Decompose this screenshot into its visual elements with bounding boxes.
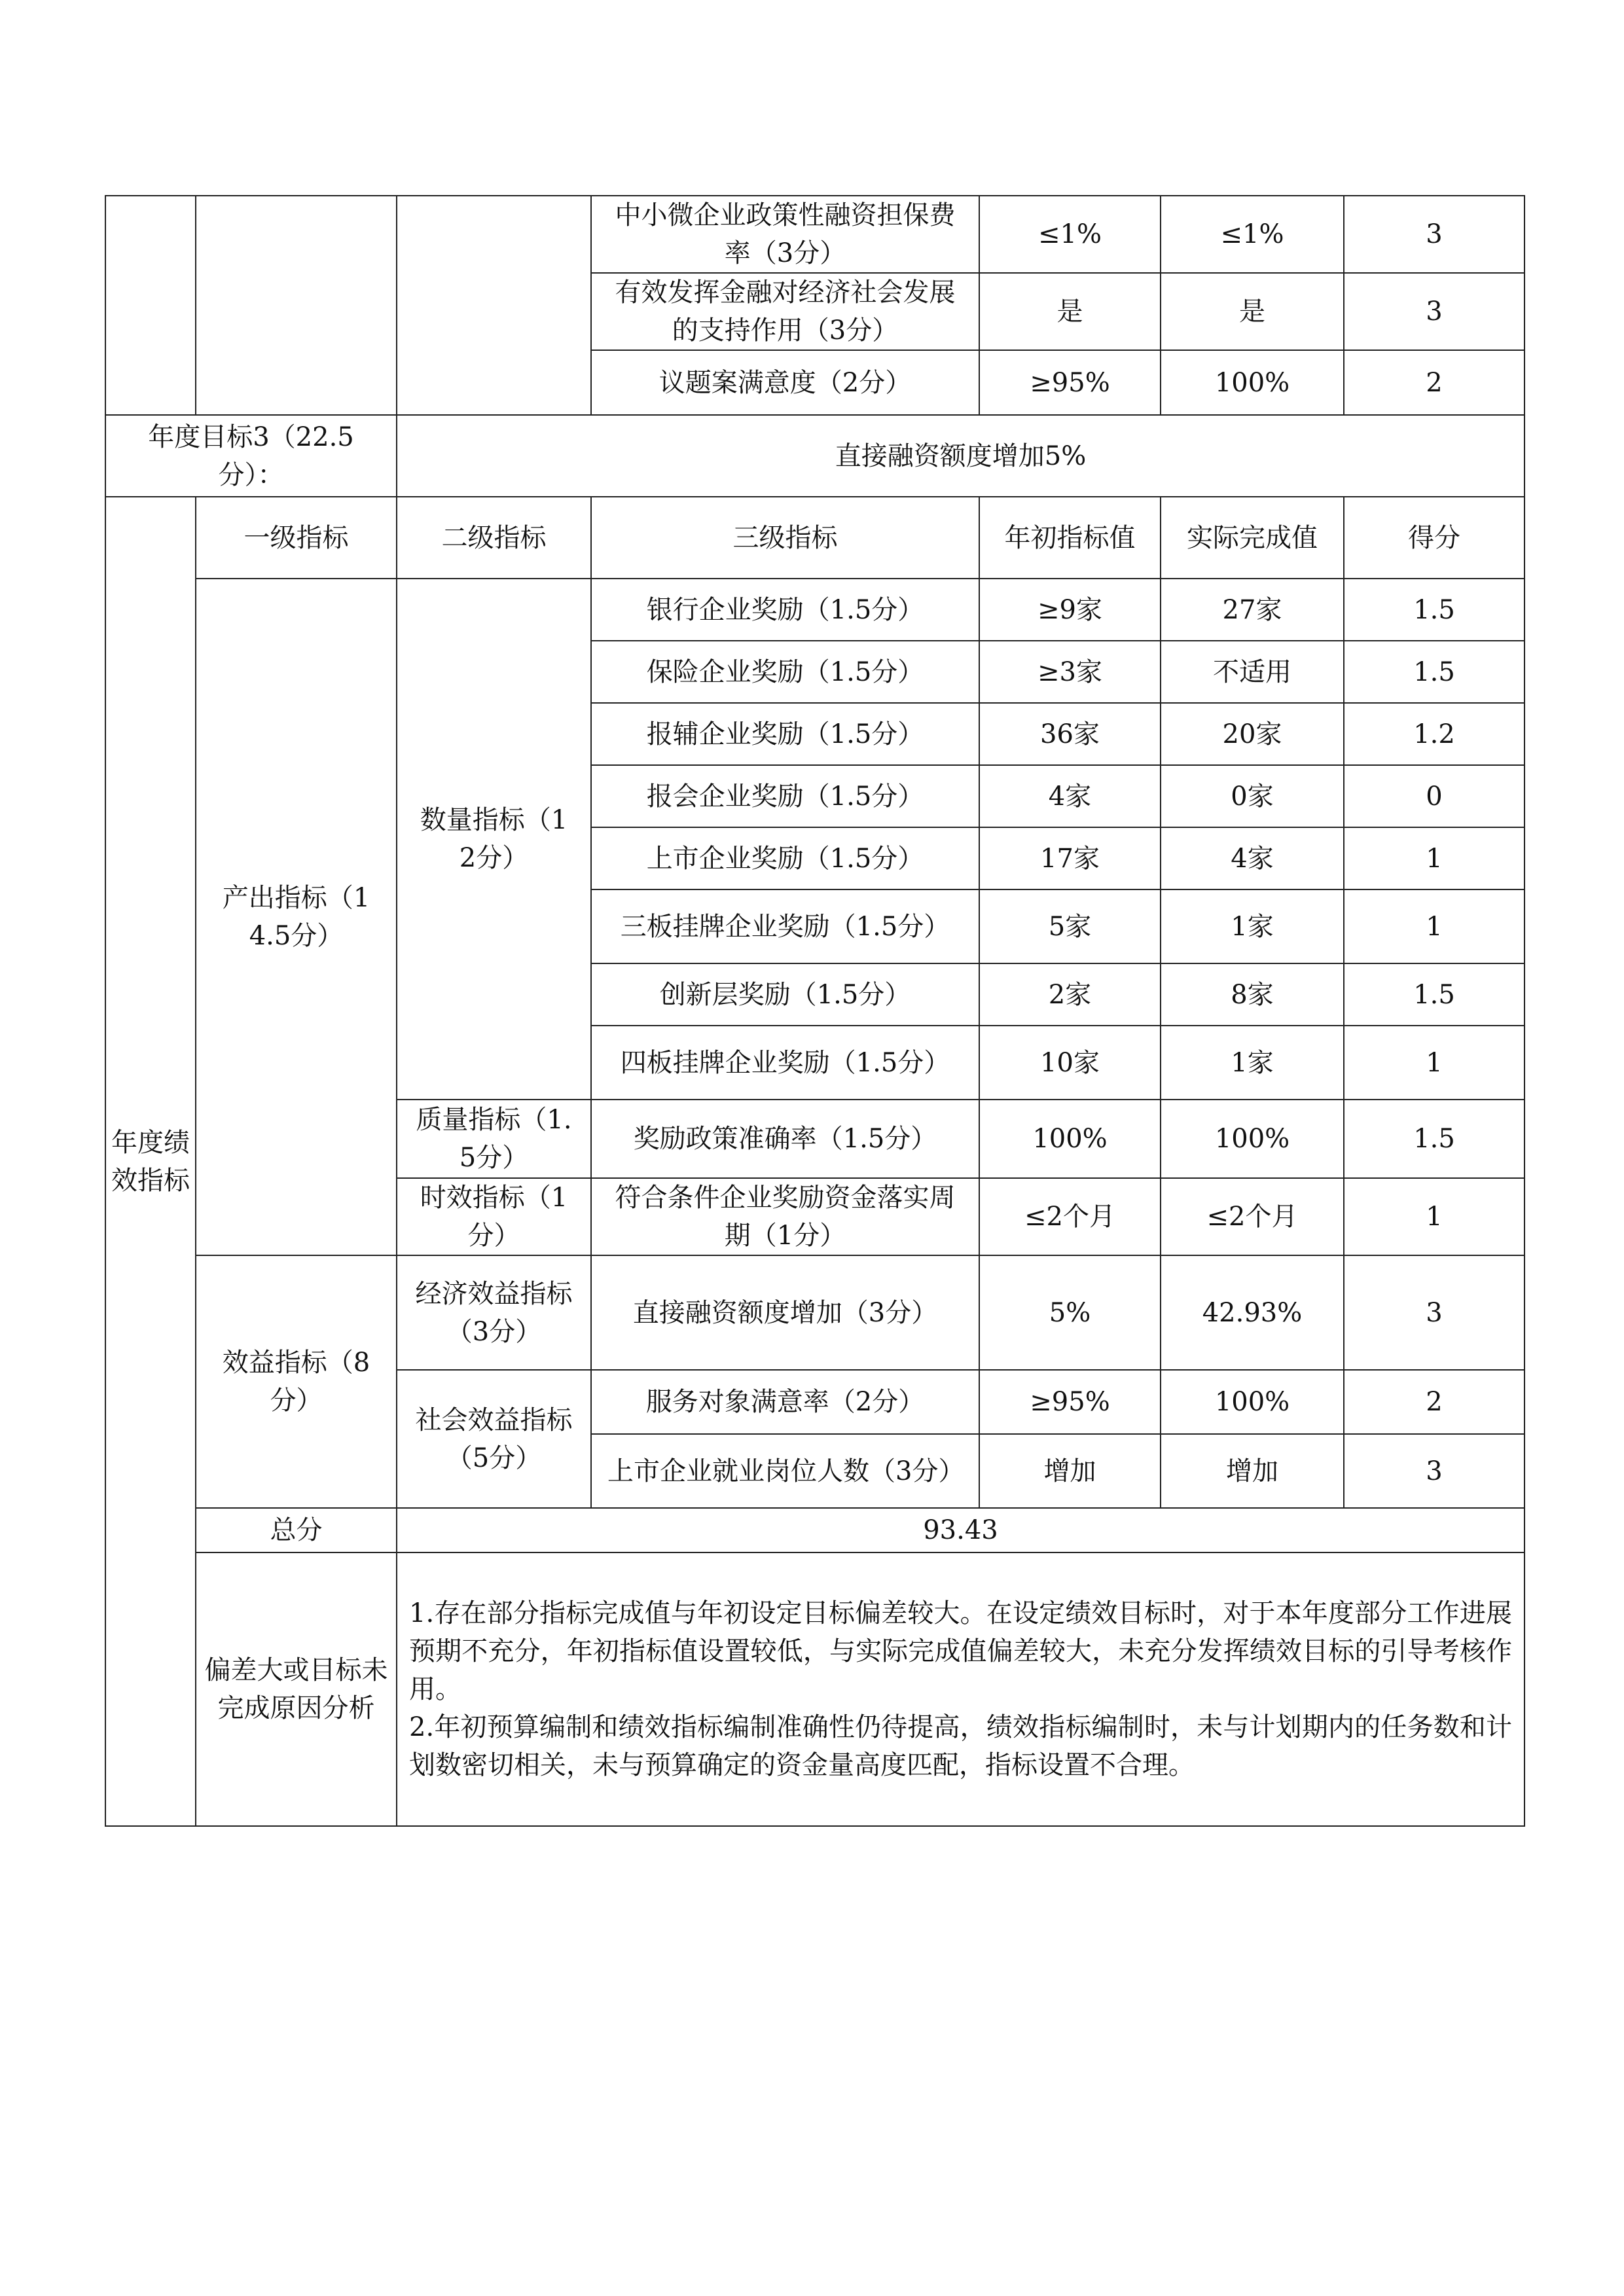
target-value: 增加 [979,1434,1161,1508]
score: 2 [1344,1370,1525,1434]
table-row [105,1255,1525,1370]
score: 2 [1344,350,1525,415]
level3-indicator: 保险企业奖励（1.5分） [591,641,979,703]
level3-indicator: 符合条件企业奖励资金落实周期（1分） [591,1178,979,1255]
target-value: 是 [979,273,1161,350]
empty-cell [397,196,591,415]
level3-indicator: 上市企业奖励（1.5分） [591,827,979,889]
header-actual: 实际完成值 [1161,497,1344,579]
actual-value: 100% [1161,1100,1344,1178]
output-indicator-label: 产出指标（14.5分） [196,579,397,1255]
level3-indicator: 上市企业就业岗位人数（3分） [591,1434,979,1508]
score: 1 [1344,1178,1525,1255]
target-value: 10家 [979,1026,1161,1100]
section-label: 年度绩效指标 [105,497,196,1826]
score: 1.5 [1344,1100,1525,1178]
total-value: 93.43 [397,1508,1525,1552]
target-value: 36家 [979,703,1161,765]
score: 3 [1344,273,1525,350]
deviation-label: 偏差大或目标未完成原因分析 [196,1552,397,1826]
empty-cell [105,196,196,415]
level3-indicator: 报会企业奖励（1.5分） [591,765,979,827]
target-value: ≤1% [979,196,1161,273]
level3-indicator: 直接融资额度增加（3分） [591,1255,979,1370]
deviation-analysis [397,1552,1525,1826]
actual-value: 0家 [1161,765,1344,827]
social-indicator-label: 社会效益指标（5分） [397,1370,591,1508]
actual-value: 增加 [1161,1434,1344,1508]
goal-row [105,415,1525,497]
level3-indicator: 中小微企业政策性融资担保费率（3分） [591,196,979,273]
level3-indicator: 创新层奖励（1.5分） [591,963,979,1026]
level3-indicator: 有效发挥金融对经济社会发展的支持作用（3分） [591,273,979,350]
target-value: ≥3家 [979,641,1161,703]
header-level2: 二级指标 [397,497,591,579]
target-value: 5家 [979,889,1161,963]
actual-value: 27家 [1161,579,1344,641]
target-value: ≥9家 [979,579,1161,641]
performance-indicator-table [105,195,1525,1827]
actual-value: 100% [1161,350,1344,415]
total-label: 总分 [196,1508,397,1552]
actual-value: 4家 [1161,827,1344,889]
header-level1: 一级指标 [196,497,397,579]
level3-indicator: 议题案满意度（2分） [591,350,979,415]
total-row [105,1508,1525,1552]
actual-value: 20家 [1161,703,1344,765]
goal3-content: 直接融资额度增加5% [397,415,1525,497]
deviation-paragraph-2: 2.年初预算编制和绩效指标编制准确性仍待提高，绩效指标编制时，未与计划期内的任务数和计划数密切相关，未与预算确定的资金量高度匹配，指标设置不合理。 [409,1712,1512,1780]
level3-indicator: 三板挂牌企业奖励（1.5分） [591,889,979,963]
actual-value: 1家 [1161,889,1344,963]
target-value: 2家 [979,963,1161,1026]
target-value: 5% [979,1255,1161,1370]
actual-value: 是 [1161,273,1344,350]
target-value: 100% [979,1100,1161,1178]
score: 1 [1344,1026,1525,1100]
score: 0 [1344,765,1525,827]
timeliness-indicator-label: 时效指标（1分） [397,1178,591,1255]
actual-value: 100% [1161,1370,1344,1434]
level3-indicator: 服务对象满意率（2分） [591,1370,979,1434]
score: 1 [1344,827,1525,889]
level3-indicator: 报辅企业奖励（1.5分） [591,703,979,765]
deviation-row [105,1552,1525,1826]
actual-value: 不适用 [1161,641,1344,703]
header-score: 得分 [1344,497,1525,579]
economic-indicator-label: 经济效益指标（3分） [397,1255,591,1370]
table-row [105,196,1525,273]
score: 1 [1344,889,1525,963]
target-value: ≥95% [979,350,1161,415]
empty-cell [196,196,397,415]
table-row [105,579,1525,641]
score: 3 [1344,196,1525,273]
target-value: 17家 [979,827,1161,889]
actual-value: 1家 [1161,1026,1344,1100]
actual-value: ≤1% [1161,196,1344,273]
actual-value: ≤2个月 [1161,1178,1344,1255]
deviation-paragraph-1: 1.存在部分指标完成值与年初设定目标偏差较大。在设定绩效目标时，对于本年度部分工作进展预期不充分，年初指标值设置较低，与实际完成值偏差较大，未充分发挥绩效目标的引导考核作用。 [409,1598,1512,1704]
quality-indicator-label: 质量指标（1.5分） [397,1100,591,1178]
actual-value: 8家 [1161,963,1344,1026]
header-row [105,497,1525,579]
benefit-indicator-label: 效益指标（8分） [196,1255,397,1508]
actual-value: 42.93% [1161,1255,1344,1370]
target-value: 4家 [979,765,1161,827]
header-target: 年初指标值 [979,497,1161,579]
level3-indicator: 奖励政策准确率（1.5分） [591,1100,979,1178]
score: 1.5 [1344,963,1525,1026]
score: 1.2 [1344,703,1525,765]
score: 3 [1344,1255,1525,1370]
header-level3: 三级指标 [591,497,979,579]
score: 1.5 [1344,641,1525,703]
target-value: ≤2个月 [979,1178,1161,1255]
target-value: ≥95% [979,1370,1161,1434]
goal3-label: 年度目标3（22.5分）： [105,415,397,497]
score: 3 [1344,1434,1525,1508]
performance-table-page [105,195,1524,1827]
level3-indicator: 银行企业奖励（1.5分） [591,579,979,641]
level3-indicator: 四板挂牌企业奖励（1.5分） [591,1026,979,1100]
quantity-indicator-label: 数量指标（12分） [397,579,591,1100]
score: 1.5 [1344,579,1525,641]
